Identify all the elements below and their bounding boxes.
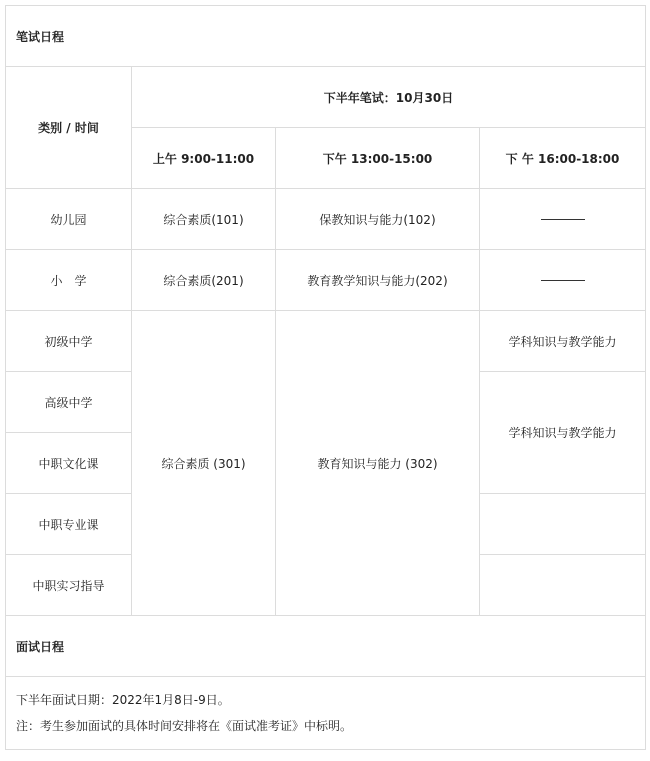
slot-morning-header: 上午 9:00-11:00 [132,128,276,189]
cell-junior-slot3: 学科知识与教学能力 [480,311,646,372]
row-label-voc-intern: 中职实习指导 [6,555,132,616]
cell-secondary-slot2-shared: 教育知识与能力 (302) [276,311,480,616]
interview-title: 面试日程 [6,616,646,677]
cell-senior-culture-slot3: 学科知识与教学能力 [480,372,646,494]
cell-secondary-slot1-shared: 综合素质 (301) [132,311,276,616]
slot-afternoon-header: 下午 13:00-15:00 [276,128,480,189]
table-row-junior [6,311,646,372]
dash-placeholder [541,280,563,281]
cell-primary-slot1: 综合素质(201) [132,250,276,311]
interview-notes [6,677,646,750]
row-label-voc-culture: 中职文化课 [6,433,132,494]
category-time-header: 类别 / 时间 [6,67,132,189]
cell-kindergarten-slot3 [480,189,646,250]
row-label-senior: 高级中学 [6,372,132,433]
dash-placeholder [563,219,585,220]
row-label-kindergarten: 幼儿园 [6,189,132,250]
interview-date-line: 下半年面试日期：2022年1月8日-9日。 [16,693,230,707]
table-row-kindergarten [6,189,646,250]
dash-placeholder [541,219,563,220]
row-label-junior: 初级中学 [6,311,132,372]
written-exam-date-header: 下半年笔试：10月30日 [132,67,646,128]
written-exam-title: 笔试日程 [6,6,646,67]
dash-placeholder [563,280,585,281]
row-label-primary: 小 学 [6,250,132,311]
exam-schedule-table [5,5,646,750]
row-label-voc-major: 中职专业课 [6,494,132,555]
cell-kindergarten-slot1: 综合素质(101) [132,189,276,250]
cell-voc-intern-slot3-empty [480,555,646,616]
interview-note-line: 注：考生参加面试的具体时间安排将在《面试准考证》中标明。 [16,719,353,733]
table-row-primary [6,250,646,311]
cell-primary-slot2: 教育教学知识与能力(202) [276,250,480,311]
cell-primary-slot3 [480,250,646,311]
cell-voc-major-slot3-empty [480,494,646,555]
cell-kindergarten-slot2: 保教知识与能力(102) [276,189,480,250]
slot-late-afternoon-header: 下 午 16:00-18:00 [480,128,646,189]
